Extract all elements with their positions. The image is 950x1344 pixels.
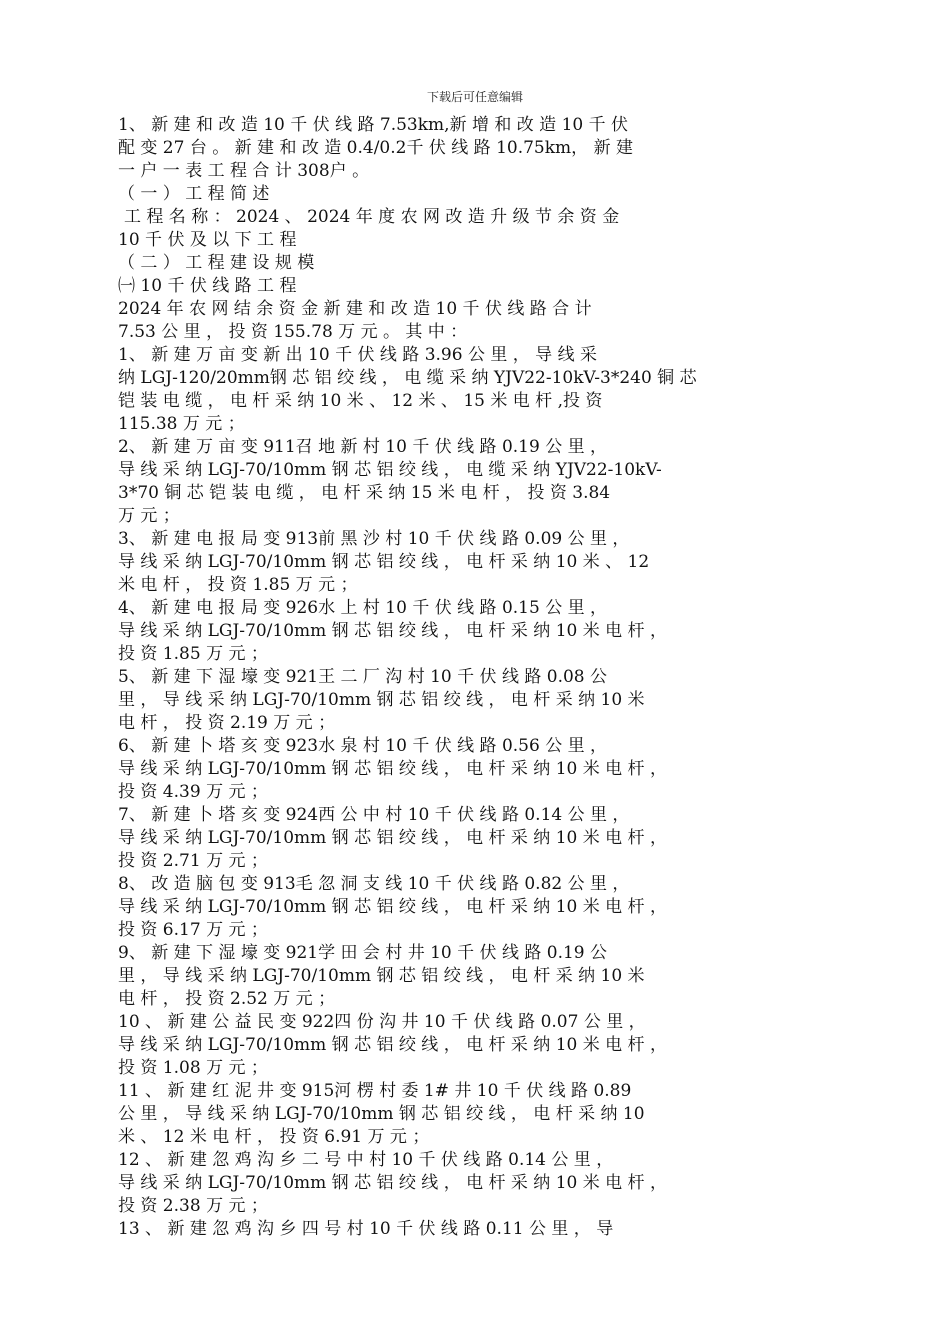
list-item: 7、 新 建 卜 塔 亥 变 924西 公 中 村 10 千 伏 线 路 0.14 公 里 ， [118,805,630,825]
text-line: 电 杆 ， 投 资 2.52 万 元 ； [118,989,336,1009]
text-line: 导 线 采 纳 LGJ-70/10mm 钢 芯 铝 绞 线 ， 电 杆 采 纳 10 米 、 12 [118,552,650,572]
text-line: 米 电 杆 ， 投 资 1.85 万 元 ； [118,575,358,595]
text-line: 米 、 12 米 电 杆 ， 投 资 6.91 万 元 ； [118,1127,430,1147]
text-line: 3*70 铜 芯 铠 装 电 缆 ， 电 杆 采 纳 15 米 电 杆 ， 投 资 3.84 [118,483,611,503]
text-line: 10 千 伏 及 以 下 工 程 [118,230,297,250]
text-line: 投 资 2.71 万 元 ； [118,851,268,871]
list-item: 9、 新 建 下 湿 壕 变 921学 田 会 村 井 10 千 伏 线 路 0.19 公 [118,943,608,963]
text-line: 115.38 万 元 ； [118,414,245,434]
text-line: 电 杆 ， 投 资 2.19 万 元 ； [118,713,336,733]
page-header: 下载后可任意编辑 [426,90,523,104]
document-body [118,114,858,1241]
section-heading: （ 二 ） 工 程 建 设 规 模 [118,253,315,273]
text-line: 2024 年 农 网 结 余 资 金 新 建 和 改 造 10 千 伏 线 路 合 计 [118,299,592,319]
text-line: 投 资 1.85 万 元 ； [118,644,268,664]
list-item: 2、 新 建 万 亩 变 911召 地 新 村 10 千 伏 线 路 0.19 公 里 ， [118,437,608,457]
text-line: 万 元 ； [118,506,180,526]
list-item: 6、 新 建 卜 塔 亥 变 923水 泉 村 10 千 伏 线 路 0.56 公 里 ， [118,736,608,756]
text-line: 导 线 采 纳 LGJ-70/10mm 钢 芯 铝 绞 线 ， 电 杆 采 纳 10 米 电 杆 ， [118,897,667,917]
text-line: 配 变 27 台 。 新 建 和 改 造 0.4/0.2千 伏 线 路 10.75km， 新 建 [118,138,633,158]
text-line: 1、 新 建 和 改 造 10 千 伏 线 路 7.53km,新 增 和 改 造 10 千 伏 [118,115,629,135]
list-item: 12 、 新 建 忽 鸡 沟 乡 二 号 中 村 10 千 伏 线 路 0.14 公 里 ， [118,1150,614,1170]
text-line: 公 里 ， 导 线 采 纳 LGJ-70/10mm 钢 芯 铝 绞 线 ， 电 杆 采 纳 10 [118,1104,645,1124]
text-line: 一 户 一 表 工 程 合 计 308户 。 [118,161,370,181]
text-line: 投 资 2.38 万 元 ； [118,1196,268,1216]
section-heading: （ 一 ） 工 程 简 述 [118,184,270,204]
list-item: 11 、 新 建 红 泥 井 变 915河 楞 村 委 1# 井 10 千 伏 线 路 0.89 [118,1081,632,1101]
subsection-heading: ㈠ 10 千 伏 线 路 工 程 [118,276,297,296]
list-item: 3、 新 建 电 报 局 变 913前 黑 沙 村 10 千 伏 线 路 0.09 公 里 ， [118,529,630,549]
list-item: 13 、 新 建 忽 鸡 沟 乡 四 号 村 10 千 伏 线 路 0.11 公 里 ， 导 [118,1219,614,1239]
text-line: 里 ， 导 线 采 纳 LGJ-70/10mm 钢 芯 铝 绞 线 ， 电 杆 采 纳 10 米 [118,690,645,710]
text-line: 纳 LGJ-120/20mm钢 芯 铝 绞 线 ， 电 缆 采 纳 YJV22-10kV-3*240 铜 芯 [118,368,697,388]
text-line: 工 程 名 称 ： 2024 、 2024 年 度 农 网 改 造 升 级 节 余 资 金 [124,207,620,227]
list-item: 1、 新 建 万 亩 变 新 出 10 千 伏 线 路 3.96 公 里 ， 导 线 采 [118,345,597,365]
text-line: 里 ， 导 线 采 纳 LGJ-70/10mm 钢 芯 铝 绞 线 ， 电 杆 采 纳 10 米 [118,966,645,986]
list-item: 8、 改 造 脑 包 变 913毛 忽 洞 支 线 10 千 伏 线 路 0.82 公 里 ， [118,874,630,894]
text-line: 导 线 采 纳 LGJ-70/10mm 钢 芯 铝 绞 线 ， 电 缆 采 纳 YJV22-10kV- [118,460,662,480]
text-line: 7.53 公 里 ， 投 资 155.78 万 元 。 其 中 ： [118,322,468,342]
text-line: 导 线 采 纳 LGJ-70/10mm 钢 芯 铝 绞 线 ， 电 杆 采 纳 10 米 电 杆 ， [118,759,667,779]
text-line: 导 线 采 纳 LGJ-70/10mm 钢 芯 铝 绞 线 ， 电 杆 采 纳 10 米 电 杆 ， [118,828,667,848]
list-item: 4、 新 建 电 报 局 变 926水 上 村 10 千 伏 线 路 0.15 公 里 ， [118,598,608,618]
text-line: 投 资 4.39 万 元 ； [118,782,268,802]
text-line: 投 资 6.17 万 元 ； [118,920,268,940]
text-line: 导 线 采 纳 LGJ-70/10mm 钢 芯 铝 绞 线 ， 电 杆 采 纳 10 米 电 杆 ， [118,621,667,641]
text-line: 导 线 采 纳 LGJ-70/10mm 钢 芯 铝 绞 线 ， 电 杆 采 纳 10 米 电 杆 ， [118,1035,667,1055]
list-item: 10 、 新 建 公 益 民 变 922四 份 沟 井 10 千 伏 线 路 0.07 公 里 ， [118,1012,646,1032]
text-line: 导 线 采 纳 LGJ-70/10mm 钢 芯 铝 绞 线 ， 电 杆 采 纳 10 米 电 杆 ， [118,1173,667,1193]
text-line: 铠 装 电 缆 ， 电 杆 采 纳 10 米 、 12 米 、 15 米 电 杆 ,投 资 [118,391,603,411]
list-item: 5、 新 建 下 湿 壕 变 921王 二 厂 沟 村 10 千 伏 线 路 0.08 公 [118,667,608,687]
text-line: 投 资 1.08 万 元 ； [118,1058,268,1078]
